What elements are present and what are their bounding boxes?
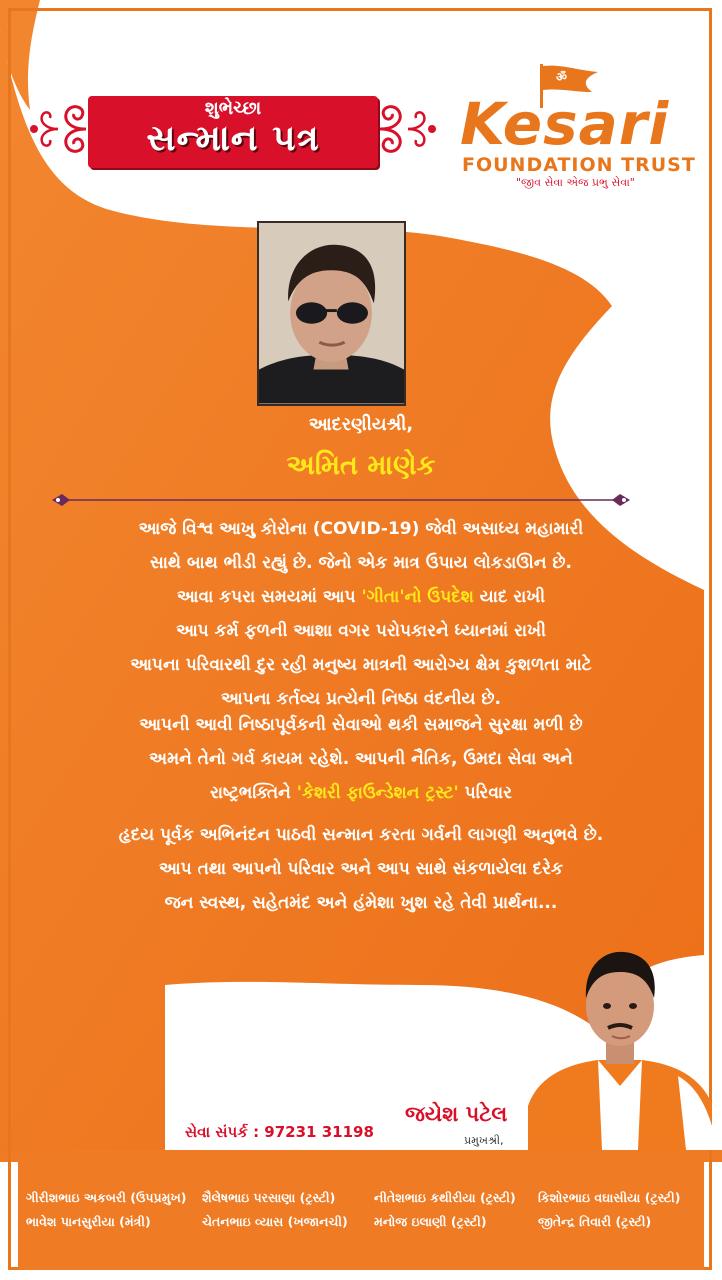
trustee-name: ભાવેશ પાનસુરીયા (મંત્રી) — [26, 1214, 151, 1229]
trustees-list — [26, 1190, 706, 1230]
title-greeting: શુભેચ્છા — [204, 98, 262, 119]
message-text: પરિવાર — [458, 783, 512, 803]
president-name: જયેશ પટેલ — [405, 1102, 508, 1126]
message-line: આપની આવી નિષ્ઠાપૂર્વકની સેવાઓ થકી સમાજને સુરક્ષા મળી છે — [139, 715, 583, 735]
message-highlight: 'ગીતા'નો ઉપદેશ — [361, 587, 474, 607]
president-title: પ્રમુખશ્રી, — [464, 1134, 504, 1147]
honoree-name: અમિત માણેક — [286, 450, 436, 481]
trustees-footer — [18, 1160, 704, 1270]
ornament-scroll-left-icon — [28, 98, 90, 160]
trustee-name: ચેતનભાઇ વ્યાસ (ખજાનચી) — [202, 1214, 348, 1229]
ornament-scroll-right-icon — [376, 98, 438, 160]
trustee-name: કિશોરભાઇ વઘાસીયા (ટ્રસ્ટી) — [538, 1190, 681, 1205]
trustee-name: જીતેન્દ્ર તિવારી (ટ્રસ્ટી) — [538, 1214, 652, 1229]
honoree-salutation: આદરણીયશ્રી, — [308, 414, 414, 435]
message-highlight: 'કેશરી ફાઉન્ડેશન ટ્રસ્ટ' — [296, 783, 459, 803]
message-line — [60, 776, 662, 810]
trustee-name: શૈલેષભાઇ પરસાણા (ટ્રસ્ટી) — [202, 1190, 336, 1205]
om-symbol: ॐ — [556, 70, 567, 84]
president-photo — [528, 936, 712, 1150]
title-banner — [28, 88, 438, 176]
kesari-logo — [458, 62, 698, 202]
title-main: સન્માન પત્ર — [146, 118, 320, 159]
contact-number: સેવા સંપર્ક : 97231 31198 — [185, 1123, 374, 1141]
message-line: આપ તથા આપનો પરિવાર અને આપ સાથે સંકળાયેલા દરેક — [159, 859, 563, 879]
message-line: આજે વિશ્વ આખુ કોરોના (COVID-19) જેવી અસાધ્ય મહામારી — [138, 519, 584, 539]
message-paragraph-1 — [60, 512, 662, 716]
message-line: આપના કર્તવ્ય પ્રત્યેની નિષ્ઠા વંદનીય છે. — [221, 689, 501, 709]
message-paragraph-3 — [60, 818, 662, 920]
message-text: યાદ રાખી — [473, 587, 546, 607]
message-line: આપના પરિવારથી દુર રહી મનુષ્ય માત્રની આરોગ્ય ક્ષેમ કુશળતા માટે — [130, 655, 592, 675]
message-line: જન સ્વસ્થ, સહેતમંદ અને હંમેશા ખુશ રહે તેવી પ્રાર્થના... — [164, 893, 558, 913]
decorative-divider — [48, 490, 634, 510]
message-paragraph-2 — [60, 708, 662, 810]
message-line: આપ કર્મ ફળની આશા વગર પરોપકારને ધ્યાનમાં રાખી — [176, 621, 546, 641]
trustee-name: નીતેશભાઇ કથીરીયા (ટ્રસ્ટી) — [374, 1190, 516, 1205]
honoree-portrait-icon — [259, 223, 404, 404]
honoree-photo — [257, 221, 406, 406]
trustee-name: મનોજ ઇલાણી (ટ્રસ્ટી) — [374, 1214, 487, 1229]
message-line: સાથે બાથ ભીડી રહ્યું છે. જેનો એક માત્ર ઉપાય લોકડાઊન છે. — [149, 553, 573, 573]
trustee-name: ગીરીશભાઇ અકબરી (ઉપપ્રમુખ) — [26, 1190, 187, 1205]
message-line: હૃદય પૂર્વક અભિનંદન પાઠવી સન્માન કરતા ગર્વની લાગણી અનુભવે છે. — [118, 825, 604, 845]
message-text: આવા કપરા સમયમાં આપ — [176, 587, 362, 607]
logo-tagline: "જીવ સેવા એજ પ્રભુ સેવા" — [516, 176, 635, 189]
title-box — [88, 96, 378, 168]
logo-subtitle: FOUNDATION TRUST — [462, 154, 696, 176]
message-line — [60, 580, 662, 614]
logo-name: Kesari — [460, 90, 670, 158]
message-line: અમને તેનો ગર્વ કાયમ રહેશે. આપની નૈતિક, ઉમદા સેવા અને — [149, 749, 573, 769]
message-text: રાષ્ટ્રભક્તિને — [210, 783, 297, 803]
